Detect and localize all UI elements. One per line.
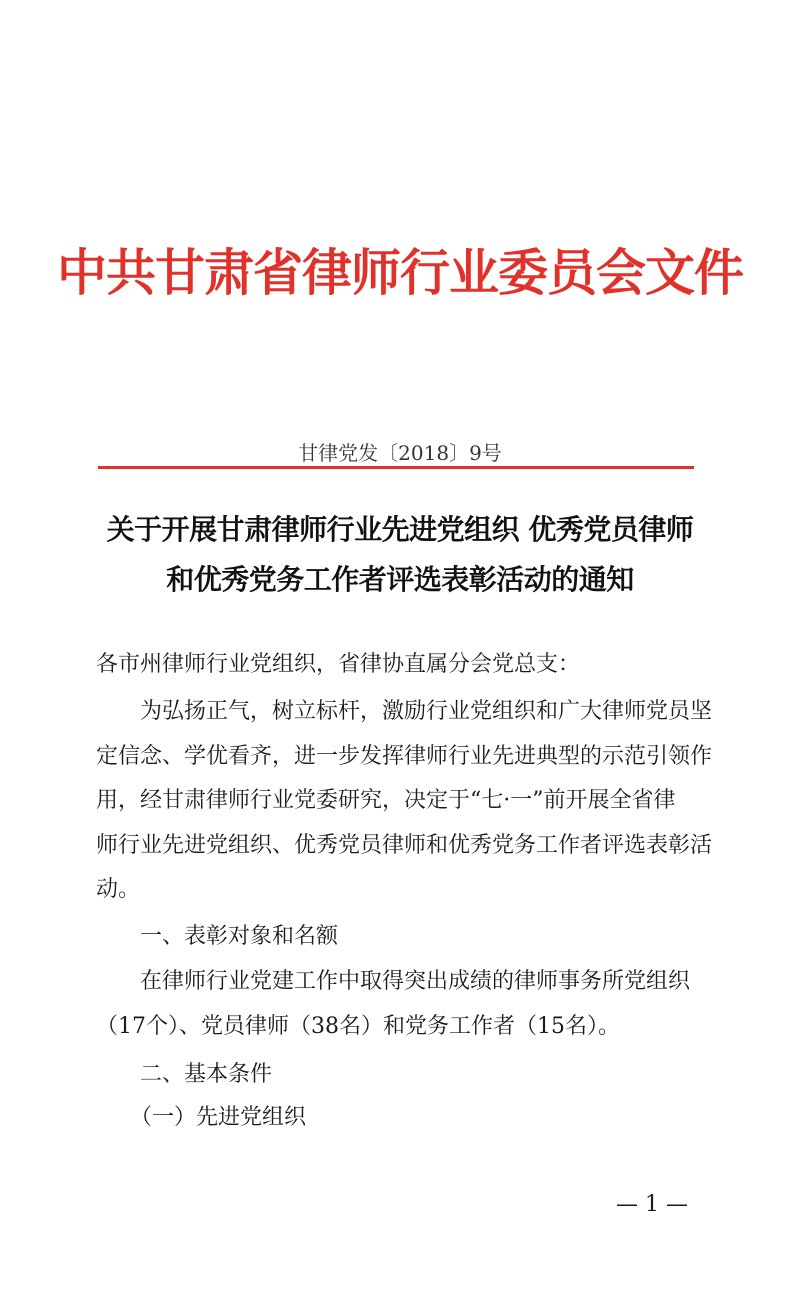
section-2-heading: 二、基本条件 xyxy=(140,1062,273,1087)
intro-line: 用，经甘肃律师行业党委研究，决定于“七·一”前开展全省律 xyxy=(96,788,676,813)
subject-title xyxy=(90,505,710,605)
intro-paragraph xyxy=(96,690,713,913)
section-2-subheading: （一）先进党组织 xyxy=(130,1105,307,1130)
addressee: 各市州律师行业党组织，省律协直属分会党总支： xyxy=(96,652,581,677)
section-1-line: （17个）、党员律师（38名）和党务工作者（15名）。 xyxy=(96,1013,620,1039)
section-1-line: 在律师行业党建工作中取得突出成绩的律师事务所党组织 xyxy=(140,969,691,994)
intro-line: 定信念、学优看齐，进一步发挥律师行业先进典型的示范引领作 xyxy=(96,743,713,769)
page-number: — 1 — xyxy=(616,1192,688,1217)
intro-line: 师行业先进党组织、优秀党员律师和优秀党务工作者评选表彰活 xyxy=(96,832,713,858)
document-number: 甘律党发〔2018〕9号 xyxy=(298,441,502,465)
subject-line-1: 关于开展甘肃律师行业先进党组织 优秀党员律师 xyxy=(106,513,694,546)
issuer-title: 中共甘肃省律师行业委员会文件 xyxy=(57,243,743,302)
section-1-paragraph xyxy=(96,960,696,1049)
intro-line: 动。 xyxy=(96,877,141,902)
intro-line: 为弘扬正气，树立标杆，激励行业党组织和广大律师党员坚 xyxy=(140,699,713,724)
subject-line-2: 和优秀党务工作者评选表彰活动的通知 xyxy=(166,563,634,596)
section-1-heading: 一、表彰对象和名额 xyxy=(140,924,339,949)
red-separator-rule xyxy=(98,466,694,469)
